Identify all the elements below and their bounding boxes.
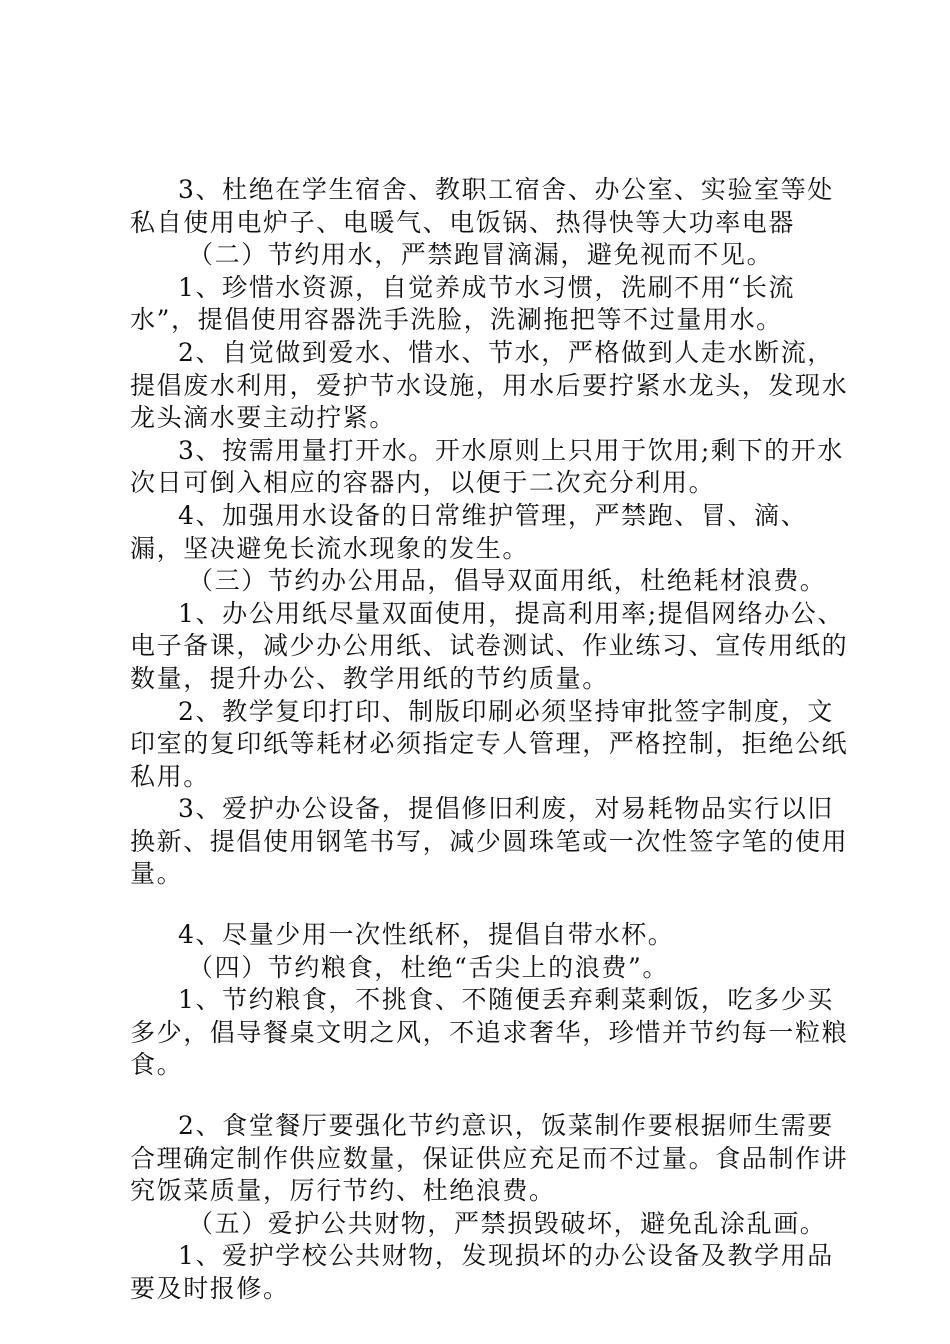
paragraph-item: 2、自觉做到爱水、惜水、节水，严格做到人走水断流，提倡废水利用，爱护节水设施，用水后要拧紧水龙头，发现水龙头滴水要主动拧紧。 (130, 337, 849, 433)
paragraph-item: 3、爱护办公设备，提倡修旧利废，对易耗物品实行以旧换新、提倡使用钢笔书写，减少圆珠笔或一次性签字笔的使用量。 (130, 794, 849, 889)
paragraph-item: 1、爱护学校公共财物，发现损坏的办公设备及教学用品要及时报修。 (130, 1241, 834, 1303)
paragraph-item: 4、加强用水设备的日常维护管理，严禁跑、冒、滴、漏，坚决避免长流水现象的发生。 (130, 500, 808, 563)
section-heading: （二）节约用水，严禁跑冒滴漏，避免视而不见。 (188, 240, 774, 270)
paragraph-item: 1、珍惜水资源，自觉养成节水习惯，洗刷不用“长流水”，提倡使用容器洗手洗脸，洗涮拖把等不过量用水。 (130, 272, 796, 335)
section-heading: （四）节约粮食，杜绝“舌尖上的浪费”。 (188, 952, 669, 982)
paragraph-item: 2、教学复印打印、制版印刷必须坚持审批签字制度，文印室的复印纸等耗材必须指定专人管理，严格控制，拒绝公纸私用。 (130, 696, 849, 791)
paragraph-item: 1、节约粮食，不挑食、不随便丢弃剩菜剩饭，吃多少买多少，倡导餐桌文明之风，不追求奢华，珍惜并节约每一粒粮食。 (130, 985, 849, 1080)
paragraph-item: 2、食堂餐厅要强化节约意识，饭菜制作要根据师生需要合理确定制作供应数量，保证供应充足而不过量。食品制作讲究饭菜质量，厉行节约、杜绝浪费。 (130, 1111, 849, 1206)
paragraph-item: 4、尽量少用一次性纸杯，提倡自带水杯。 (178, 920, 675, 950)
section-heading: （三）节约办公用品，倡导双面用纸，杜绝耗材浪费。 (188, 566, 827, 596)
paragraph-item: 3、杜绝在学生宿舍、教职工宿舍、办公室、实验室等处私自使用电炉子、电暖气、电饭锅、热得快等大功率电器 (130, 175, 834, 237)
paragraph-item: 1、办公用纸尽量双面使用，提高利用率;提倡网络办公、电子备课，减少办公用纸、试卷测试、作业练习、宣传用纸的数量，提升办公、教学用纸的节约质量。 (130, 598, 849, 693)
document-body (130, 174, 850, 1306)
paragraph-item: 3、按需用量打开水。开水原则上只用于饮用;剩下的开水次日可倒入相应的容器内，以便于二次充分利用。 (130, 435, 844, 498)
section-heading: （五）爱护公共财物，严禁损毁破坏，避免乱涂乱画。 (188, 1208, 827, 1238)
